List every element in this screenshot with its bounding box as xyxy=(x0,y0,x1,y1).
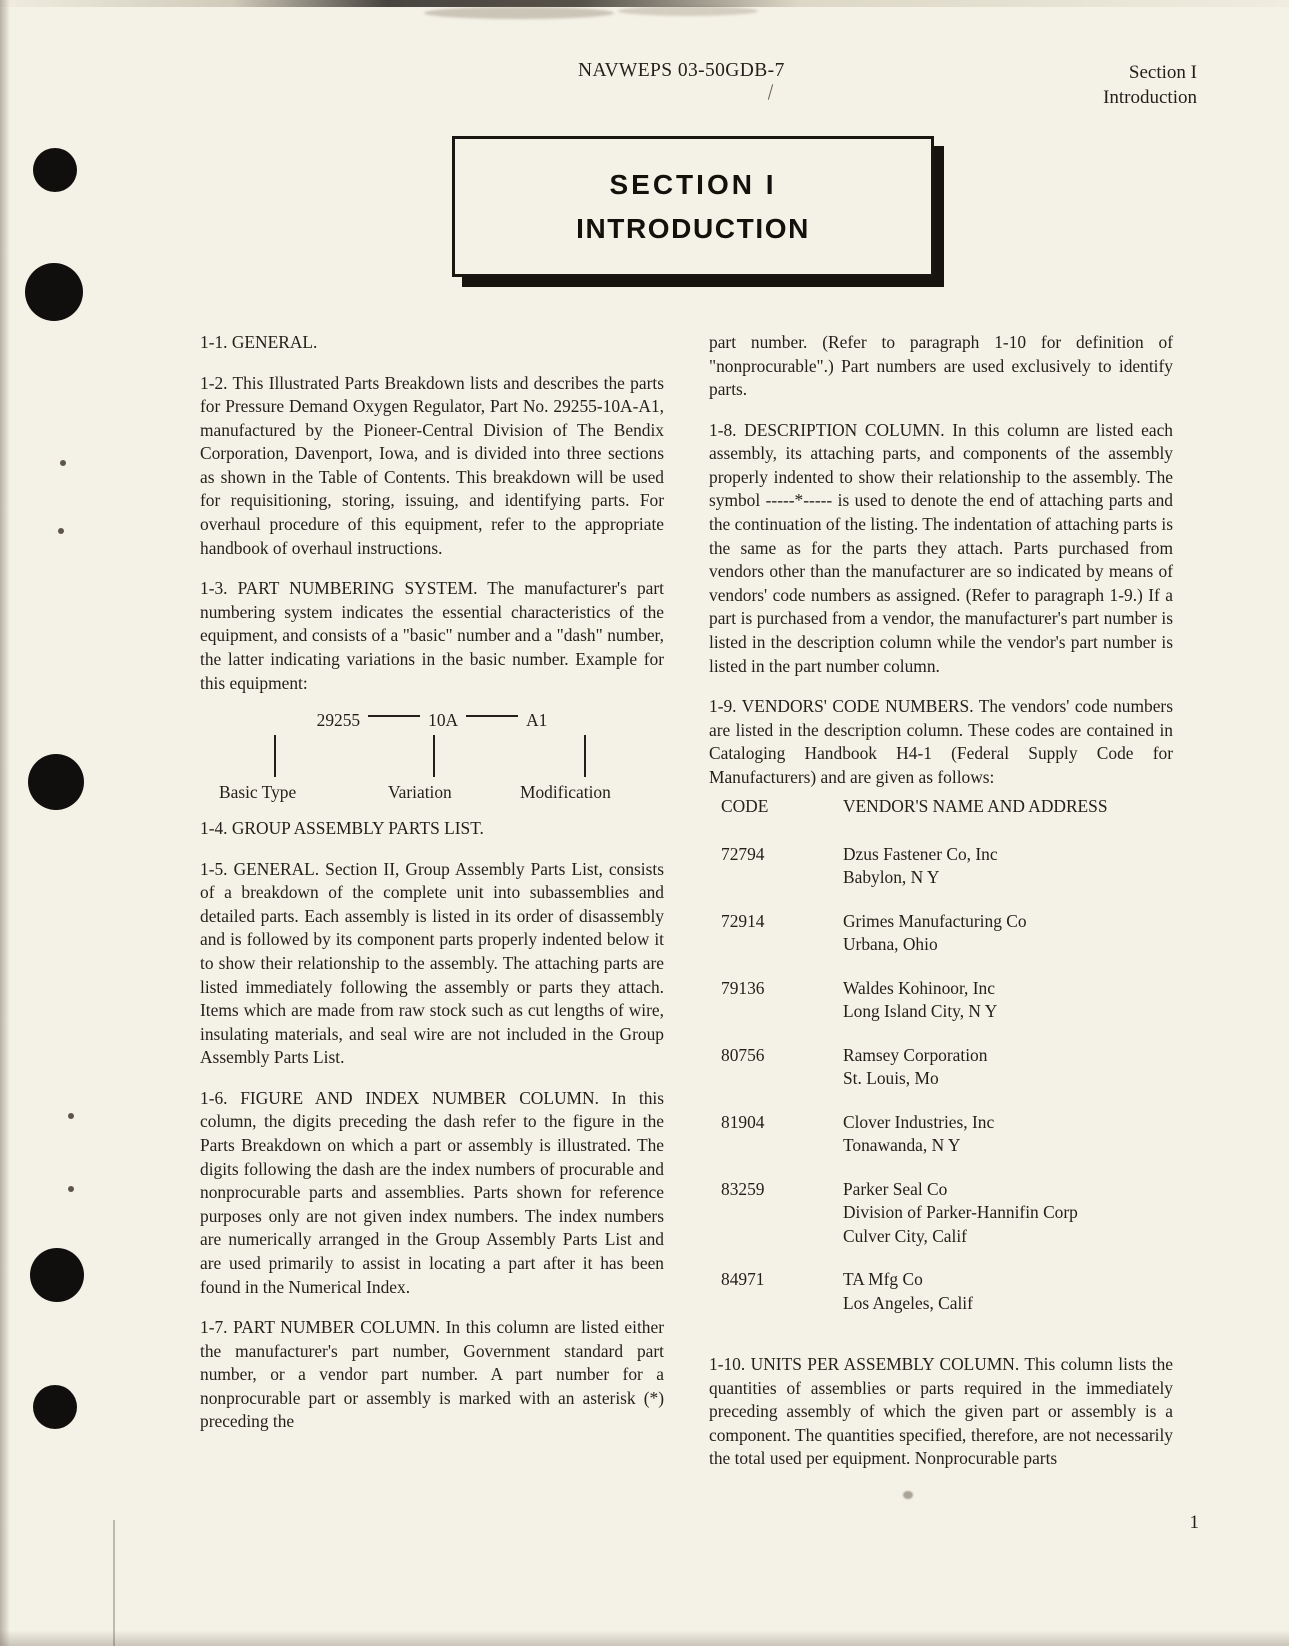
table-row xyxy=(709,1044,1173,1111)
paragraph-1-7: 1-7. PART NUMBER COLUMN. In this column are listed either the manufacturer's part number, Government standard part number, or a vendor part number. A part number for a nonprocurable part or assembly is marked with an asterisk (*) preceding the xyxy=(200,1317,664,1432)
vendor-code: 79136 xyxy=(721,977,765,998)
table-row xyxy=(709,1111,1173,1178)
paragraph-1-6: 1-6. FIGURE AND INDEX NUMBER COLUMN. In this column, the digits preceding the dash refer to the figure in the Parts Breakdown on which a part or assembly is illustrated. The digits following the dash are the index numbers of procurable and nonprocurable parts and assemblies. Parts shown for reference purposes only are not given index numbers. The index numbers are numerically arranged in the Group Assembly Parts List and are used primarily to assist in locating a part after it has been found in the Numerical Index. xyxy=(200,1087,664,1297)
vendor-address-line: Culver City, Calif xyxy=(843,1225,967,1246)
part-number-label-variation: Variation xyxy=(388,782,452,803)
paragraph-1-5: 1-5. GENERAL. Section II, Group Assembly Parts List, consists of a breakdown of the complete unit into subassemblies and detailed parts. Each assembly is listed in its order of disassembly and is followed by its component parts properly indented below it to show their relationship to the assembly. The attaching parts are listed immediately following the assembly or parts they attach. Items which are made from raw stock such as cut lengths of wire, insulating materials, and seal wire are not included in the Group Assembly Parts List. xyxy=(200,858,664,1068)
part-number-example-diagram xyxy=(200,709,664,805)
binder-hole xyxy=(33,148,77,192)
vendor-code-header-name: VENDOR'S NAME AND ADDRESS xyxy=(843,796,1108,817)
vendor-name-address xyxy=(839,1268,1173,1335)
vendor-name-address xyxy=(839,977,1173,1044)
vendor-address-line: Ramsey Corporation xyxy=(843,1044,988,1065)
paragraph-1-4: 1-4. GROUP ASSEMBLY PARTS LIST. xyxy=(200,818,484,839)
part-number-dash-2 xyxy=(466,715,518,717)
vendor-address-line: Clover Industries, Inc xyxy=(843,1111,995,1132)
page-left-edge-shadow xyxy=(0,0,10,1646)
vendor-name-address xyxy=(839,910,1173,977)
vendor-address-line: Los Angeles, Calif xyxy=(843,1292,973,1313)
vendor-address-line: Babylon, N Y xyxy=(843,867,940,888)
paragraph-continuation-1-7: part number. (Refer to paragraph 1-10 for definition of "nonprocurable".) Part numbers are used exclusively to identify parts. xyxy=(709,332,1173,400)
binder-hole xyxy=(28,754,84,810)
part-number-node-basic: 29255 xyxy=(316,710,361,731)
margin-speck xyxy=(68,1186,74,1192)
vendor-address-line: Long Island City, N Y xyxy=(843,1001,998,1022)
part-number-stem-basic xyxy=(274,735,276,777)
page-bottom-edge-shadow xyxy=(0,1630,1289,1646)
section-title-block xyxy=(452,136,934,277)
vendor-name-address xyxy=(839,843,1173,910)
paragraph-1-2: 1-2. This Illustrated Parts Breakdown lists and describes the parts for Pressure Demand Oxygen Regulator, Part No. 29255-10A-A1, manufactured by the Pioneer-Central Division of The Bendix Corporation, Davenport, Iowa, and is divided into three sections as shown in the Table of Contents. This breakdown will be used for requisitioning, storing, issuing, and identifying parts. For overhaul procedure of this equipment, refer to the appropriate handbook of overhaul instructions. xyxy=(200,372,664,558)
binder-hole xyxy=(30,1248,84,1302)
vendor-code: 83259 xyxy=(721,1178,765,1199)
vendor-address-line: Urbana, Ohio xyxy=(843,934,938,955)
paragraph-1-8: 1-8. DESCRIPTION COLUMN. In this column are listed each assembly, its attaching parts, and components of the assembly properly indented to show their relationship to the assembly. The symbol -----*----- is used to denote the end of attaching parts and the continuation of the listing. The indentation of attaching parts is the same as for the parts they attach. Parts purchased from vendors other than the manufacturer are so indicated by means of vendors' code numbers as assigned. (Refer to paragraph 1-9.) If a part is purchased from a vendor, the manufacturer's part number is listed in the description column while the vendor's part number is listed in the part number column. xyxy=(709,419,1173,676)
page-number: 1 xyxy=(1189,1512,1199,1533)
vendor-code: 84971 xyxy=(721,1269,765,1290)
paragraph-1-9: 1-9. VENDORS' CODE NUMBERS. The vendors' code numbers are listed in the description column. These codes are contained in Cataloging Handbook H4-1 (Federal Supply Code for Manufacturers) and are given as follows: xyxy=(709,696,1173,787)
scan-smudge xyxy=(618,6,758,16)
margin-speck xyxy=(68,1113,74,1119)
paragraph-1-3: 1-3. PART NUMBERING SYSTEM. The manufacturer's part numbering system indicates the essential characteristics of the equipment, and consists of a "basic" number and a "dash" number, the latter indicating variations in the basic number. Example for this equipment: xyxy=(200,578,664,693)
running-head-section-line1: Section I xyxy=(1128,62,1197,83)
part-number-node-modification: A1 xyxy=(526,710,548,731)
margin-speck xyxy=(60,460,66,466)
vendor-address-line: Waldes Kohinoor, Inc xyxy=(843,977,995,998)
part-number-dash-1 xyxy=(368,715,420,717)
margin-speck xyxy=(58,528,64,534)
vendor-code: 80756 xyxy=(721,1044,765,1065)
vendor-code-table-body xyxy=(709,795,1173,1335)
vendor-code: 72914 xyxy=(721,910,765,931)
vendor-address-line: Parker Seal Co xyxy=(843,1178,948,1199)
footer-smudge xyxy=(903,1491,913,1499)
vendor-code-table-header-row xyxy=(709,795,1173,842)
table-row xyxy=(709,910,1173,977)
section-title-line2: INTRODUCTION xyxy=(576,212,810,244)
paragraph-1-10: 1-10. UNITS PER ASSEMBLY COLUMN. This column lists the quantities of assemblies or parts required in the immediately preceding assembly of which the given part or assembly is a component. The quantities specified, therefore, are not necessarily the total used per equipment. Nonprocurable parts xyxy=(709,1354,1173,1469)
paragraph-1-1: 1-1. GENERAL. xyxy=(200,332,318,352)
vendor-address-line: Dzus Fastener Co, Inc xyxy=(843,843,998,864)
table-row xyxy=(709,1268,1173,1335)
running-head-document-number: NAVWEPS 03-50GDB-7 xyxy=(578,60,785,81)
part-number-stem-modification xyxy=(584,735,586,777)
vendor-code-table xyxy=(709,795,1173,1335)
left-text-column xyxy=(200,331,664,1451)
vendor-code: 81904 xyxy=(721,1111,765,1132)
running-head-section xyxy=(1103,60,1197,110)
right-text-column xyxy=(709,331,1173,1488)
vendor-name-address xyxy=(839,1111,1173,1178)
scan-hairline xyxy=(113,1520,115,1646)
binder-hole xyxy=(25,263,83,321)
vendor-name-address xyxy=(839,1178,1173,1268)
part-number-node-variation: 10A xyxy=(428,710,459,731)
vendor-name-address xyxy=(839,1044,1173,1111)
running-head-section-line2: Introduction xyxy=(1103,87,1197,109)
vendor-address-line: Grimes Manufacturing Co xyxy=(843,910,1027,931)
section-title-box xyxy=(452,136,934,277)
scan-tick-mark xyxy=(768,84,773,100)
binder-hole xyxy=(33,1385,77,1429)
vendor-address-line: Division of Parker-Hannifin Corp xyxy=(843,1202,1078,1223)
vendor-code: 72794 xyxy=(721,843,765,864)
table-row xyxy=(709,843,1173,910)
vendor-code-header-code: CODE xyxy=(721,796,769,817)
table-row xyxy=(709,977,1173,1044)
part-number-label-modification: Modification xyxy=(520,782,611,803)
part-number-nodes-row xyxy=(200,709,664,733)
vendor-address-line: St. Louis, Mo xyxy=(843,1068,939,1089)
scan-smudge xyxy=(424,7,614,19)
vendor-address-line: Tonawanda, N Y xyxy=(843,1135,961,1156)
table-row xyxy=(709,1178,1173,1268)
scan-top-edge-artifact xyxy=(0,0,1289,7)
part-number-label-basic: Basic Type xyxy=(219,782,297,803)
section-title-line1: SECTION I xyxy=(609,169,777,201)
vendor-address-line: TA Mfg Co xyxy=(843,1269,923,1290)
part-number-stem-variation xyxy=(433,735,435,777)
